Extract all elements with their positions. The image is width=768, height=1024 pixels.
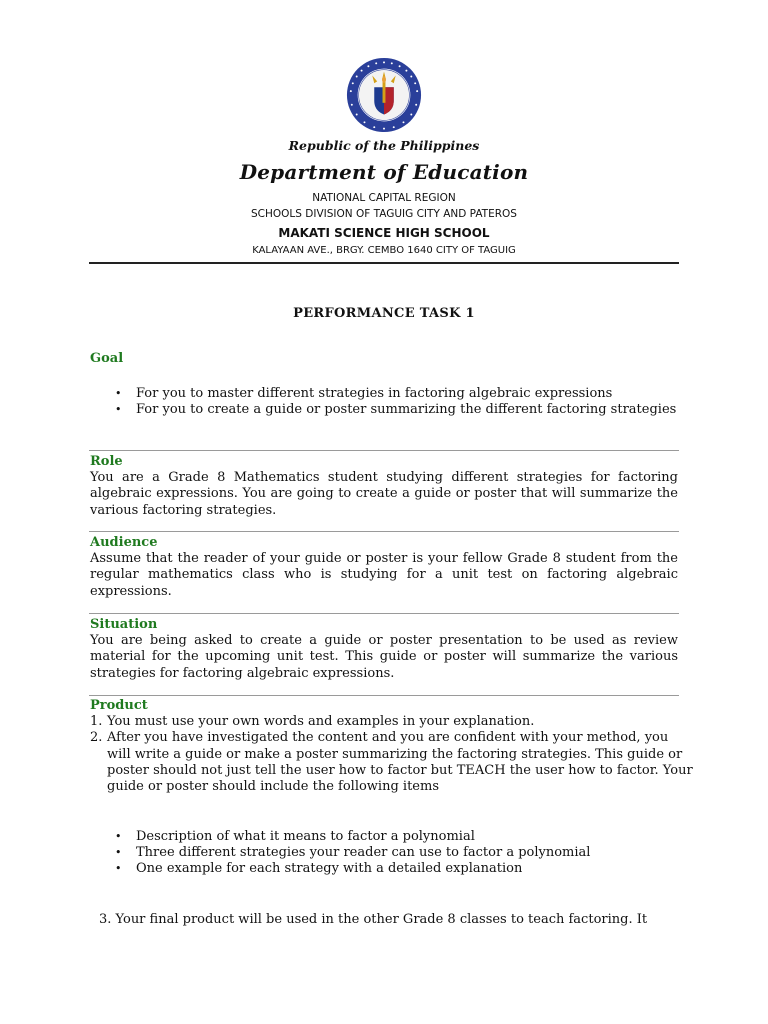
list-item: • Three different strategies your reader can use to factor a polynomial bbox=[90, 845, 678, 861]
goal-list bbox=[90, 386, 678, 418]
product-item-1 bbox=[90, 714, 678, 730]
page-title: PERFORMANCE TASK 1 bbox=[293, 306, 475, 321]
product-item-3: 3. Your final product will be used in the other Grade 8 classes to teach factoring. It bbox=[99, 912, 648, 927]
item-text: After you have investigated the content and you are confident with your method, you will write a guide or make a poster summarizing the factoring strategies. This guide or poster should not just tell the user how to factor but TEACH the user how to factor. Your guide or poster should include the following items bbox=[107, 730, 693, 795]
list-item: • For you to create a guide or poster summarizing the different factoring strategies bbox=[90, 402, 678, 418]
list-item: • Description of what it means to factor a polynomial bbox=[90, 829, 678, 845]
situation-section bbox=[90, 617, 678, 682]
product-bullet-list bbox=[90, 829, 678, 878]
department-title: Department of Education bbox=[239, 160, 529, 184]
section-divider bbox=[89, 613, 679, 614]
role-section bbox=[90, 454, 678, 519]
region-label: NATIONAL CAPITAL REGION bbox=[312, 192, 456, 204]
division-label: SCHOOLS DIVISION OF TAGUIG CITY AND PATEROS bbox=[251, 208, 517, 220]
school-address: KALAYAAN AVE., BRGY. CEMBO 1640 CITY OF TAGUIG bbox=[252, 245, 516, 256]
audience-section bbox=[90, 535, 678, 600]
role-heading: Role bbox=[90, 454, 123, 469]
school-name: MAKATI SCIENCE HIGH SCHOOL bbox=[278, 226, 490, 240]
situation-text: You are being asked to create a guide or poster presentation to be used as review material for the upcoming unit test. This guide or poster will summarize the various strategies for factoring algebraic expressions. bbox=[90, 633, 678, 681]
situation-heading: Situation bbox=[90, 617, 158, 632]
list-item: • For you to master different strategies in factoring algebraic expressions bbox=[90, 386, 678, 402]
item-text: You must use your own words and examples in your explanation. bbox=[107, 714, 535, 730]
section-divider bbox=[89, 695, 679, 696]
section-divider bbox=[89, 450, 679, 451]
item-number: 2. bbox=[90, 730, 103, 746]
goal-heading: Goal bbox=[90, 351, 124, 366]
product-item-2 bbox=[90, 730, 693, 795]
audience-text: Assume that the reader of your guide or poster is your fellow Grade 8 student from the regular mathematics class who is studying for a unit test on factoring algebraic expressions. bbox=[90, 551, 678, 599]
product-section bbox=[90, 698, 693, 795]
goal-section bbox=[90, 351, 678, 419]
item-number: 1. bbox=[90, 714, 103, 730]
republic-label: Republic of the Philippines bbox=[288, 138, 480, 153]
role-text: You are a Grade 8 Mathematics student studying different strategies for factoring algebraic expressions. You are going to create a guide or poster that will summarize the various factoring strategies. bbox=[90, 470, 678, 518]
deped-seal-logo bbox=[345, 56, 423, 134]
header-divider bbox=[89, 262, 679, 264]
product-heading: Product bbox=[90, 698, 148, 713]
audience-heading: Audience bbox=[90, 535, 158, 550]
list-item: • One example for each strategy with a detailed explanation bbox=[90, 861, 678, 877]
section-divider bbox=[89, 531, 679, 532]
